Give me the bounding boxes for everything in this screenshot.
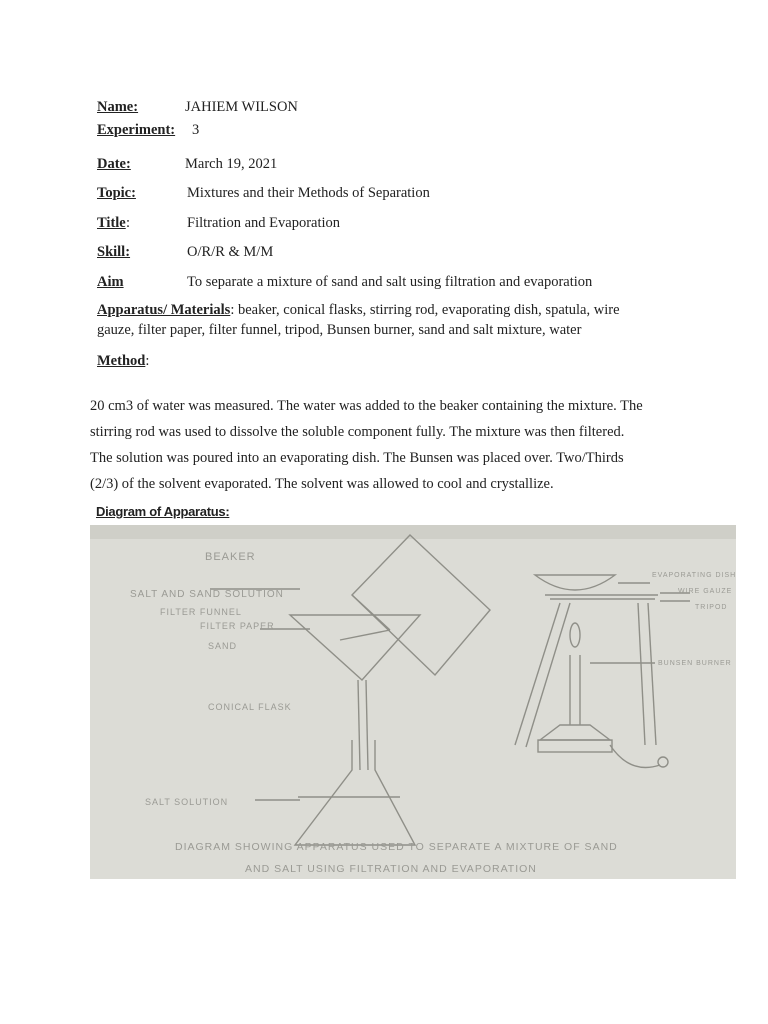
apparatus-diagram bbox=[90, 525, 736, 879]
skill-value: O/R/R & M/M bbox=[187, 244, 274, 260]
label-bunsen-burner: BUNSEN BURNER bbox=[658, 660, 732, 667]
apparatus-label: Apparatus/ Materials bbox=[97, 302, 231, 318]
title-value: Filtration and Evaporation bbox=[187, 215, 341, 231]
name-label: Name: bbox=[97, 99, 139, 115]
topic-value: Mixtures and their Methods of Separation bbox=[187, 185, 430, 201]
label-tripod: TRIPOD bbox=[695, 604, 728, 611]
label-evaporating-dish: EVAPORATING DISH bbox=[652, 572, 736, 579]
diagram-heading: Diagram of Apparatus: bbox=[96, 504, 230, 519]
date-value: March 19, 2021 bbox=[185, 156, 278, 172]
aim-value: To separate a mixture of sand and salt using filtration and evaporation bbox=[187, 274, 593, 290]
label-filter-funnel: FILTER FUNNEL bbox=[160, 607, 242, 617]
label-salt-sand-solution: SALT AND SAND SOLUTION bbox=[130, 589, 284, 600]
label-sand: SAND bbox=[208, 641, 238, 651]
experiment-label: Experiment: bbox=[97, 122, 176, 138]
method-line: The solution was poured into an evaporating dish. The Bunsen was placed over. Two/Thirds bbox=[90, 450, 624, 466]
title-label: Title bbox=[97, 215, 126, 231]
method-line: stirring rod was used to dissolve the soluble component fully. The mixture was then filtered. bbox=[90, 424, 625, 440]
apparatus-line-1 bbox=[97, 300, 697, 320]
label-wire-gauze: WIRE GAUZE bbox=[678, 588, 733, 595]
caption-line-2: AND SALT USING FILTRATION AND EVAPORATION bbox=[245, 863, 537, 875]
label-beaker: BEAKER bbox=[205, 551, 256, 563]
method-label: Method bbox=[97, 353, 146, 369]
label-conical-flask: CONICAL FLASK bbox=[208, 702, 292, 712]
caption-line-1: DIAGRAM SHOWING APPARATUS USED TO SEPARATE A MIXTURE OF SAND bbox=[175, 841, 618, 853]
apparatus-colon: : bbox=[230, 302, 235, 318]
method-line: 20 cm3 of water was measured. The water was added to the beaker containing the mixture. The bbox=[90, 398, 643, 414]
apparatus-section bbox=[97, 300, 697, 340]
diagram-sketch bbox=[90, 525, 736, 879]
method-heading bbox=[97, 352, 149, 370]
label-filter-paper: FILTER PAPER bbox=[200, 621, 275, 631]
label-salt-solution: SALT SOLUTION bbox=[145, 797, 229, 807]
date-label: Date: bbox=[97, 156, 131, 172]
skill-label: Skill: bbox=[97, 244, 131, 260]
apparatus-text-1: beaker, conical flasks, stirring rod, evaporating dish, spatula, wire bbox=[234, 302, 620, 318]
experiment-value: 3 bbox=[192, 122, 200, 138]
method-line: (2/3) of the solvent evaporated. The solvent was allowed to cool and crystallize. bbox=[90, 476, 554, 492]
method-colon: : bbox=[145, 353, 150, 369]
apparatus-text-2: gauze, filter paper, filter funnel, tripod, Bunsen burner, sand and salt mixture, water bbox=[97, 322, 582, 338]
name-value: JAHIEM WILSON bbox=[185, 99, 298, 115]
method-paragraph bbox=[90, 393, 680, 497]
title-suffix: : bbox=[126, 215, 131, 231]
topic-label: Topic: bbox=[97, 185, 136, 201]
aim-label: Aim bbox=[97, 274, 124, 290]
